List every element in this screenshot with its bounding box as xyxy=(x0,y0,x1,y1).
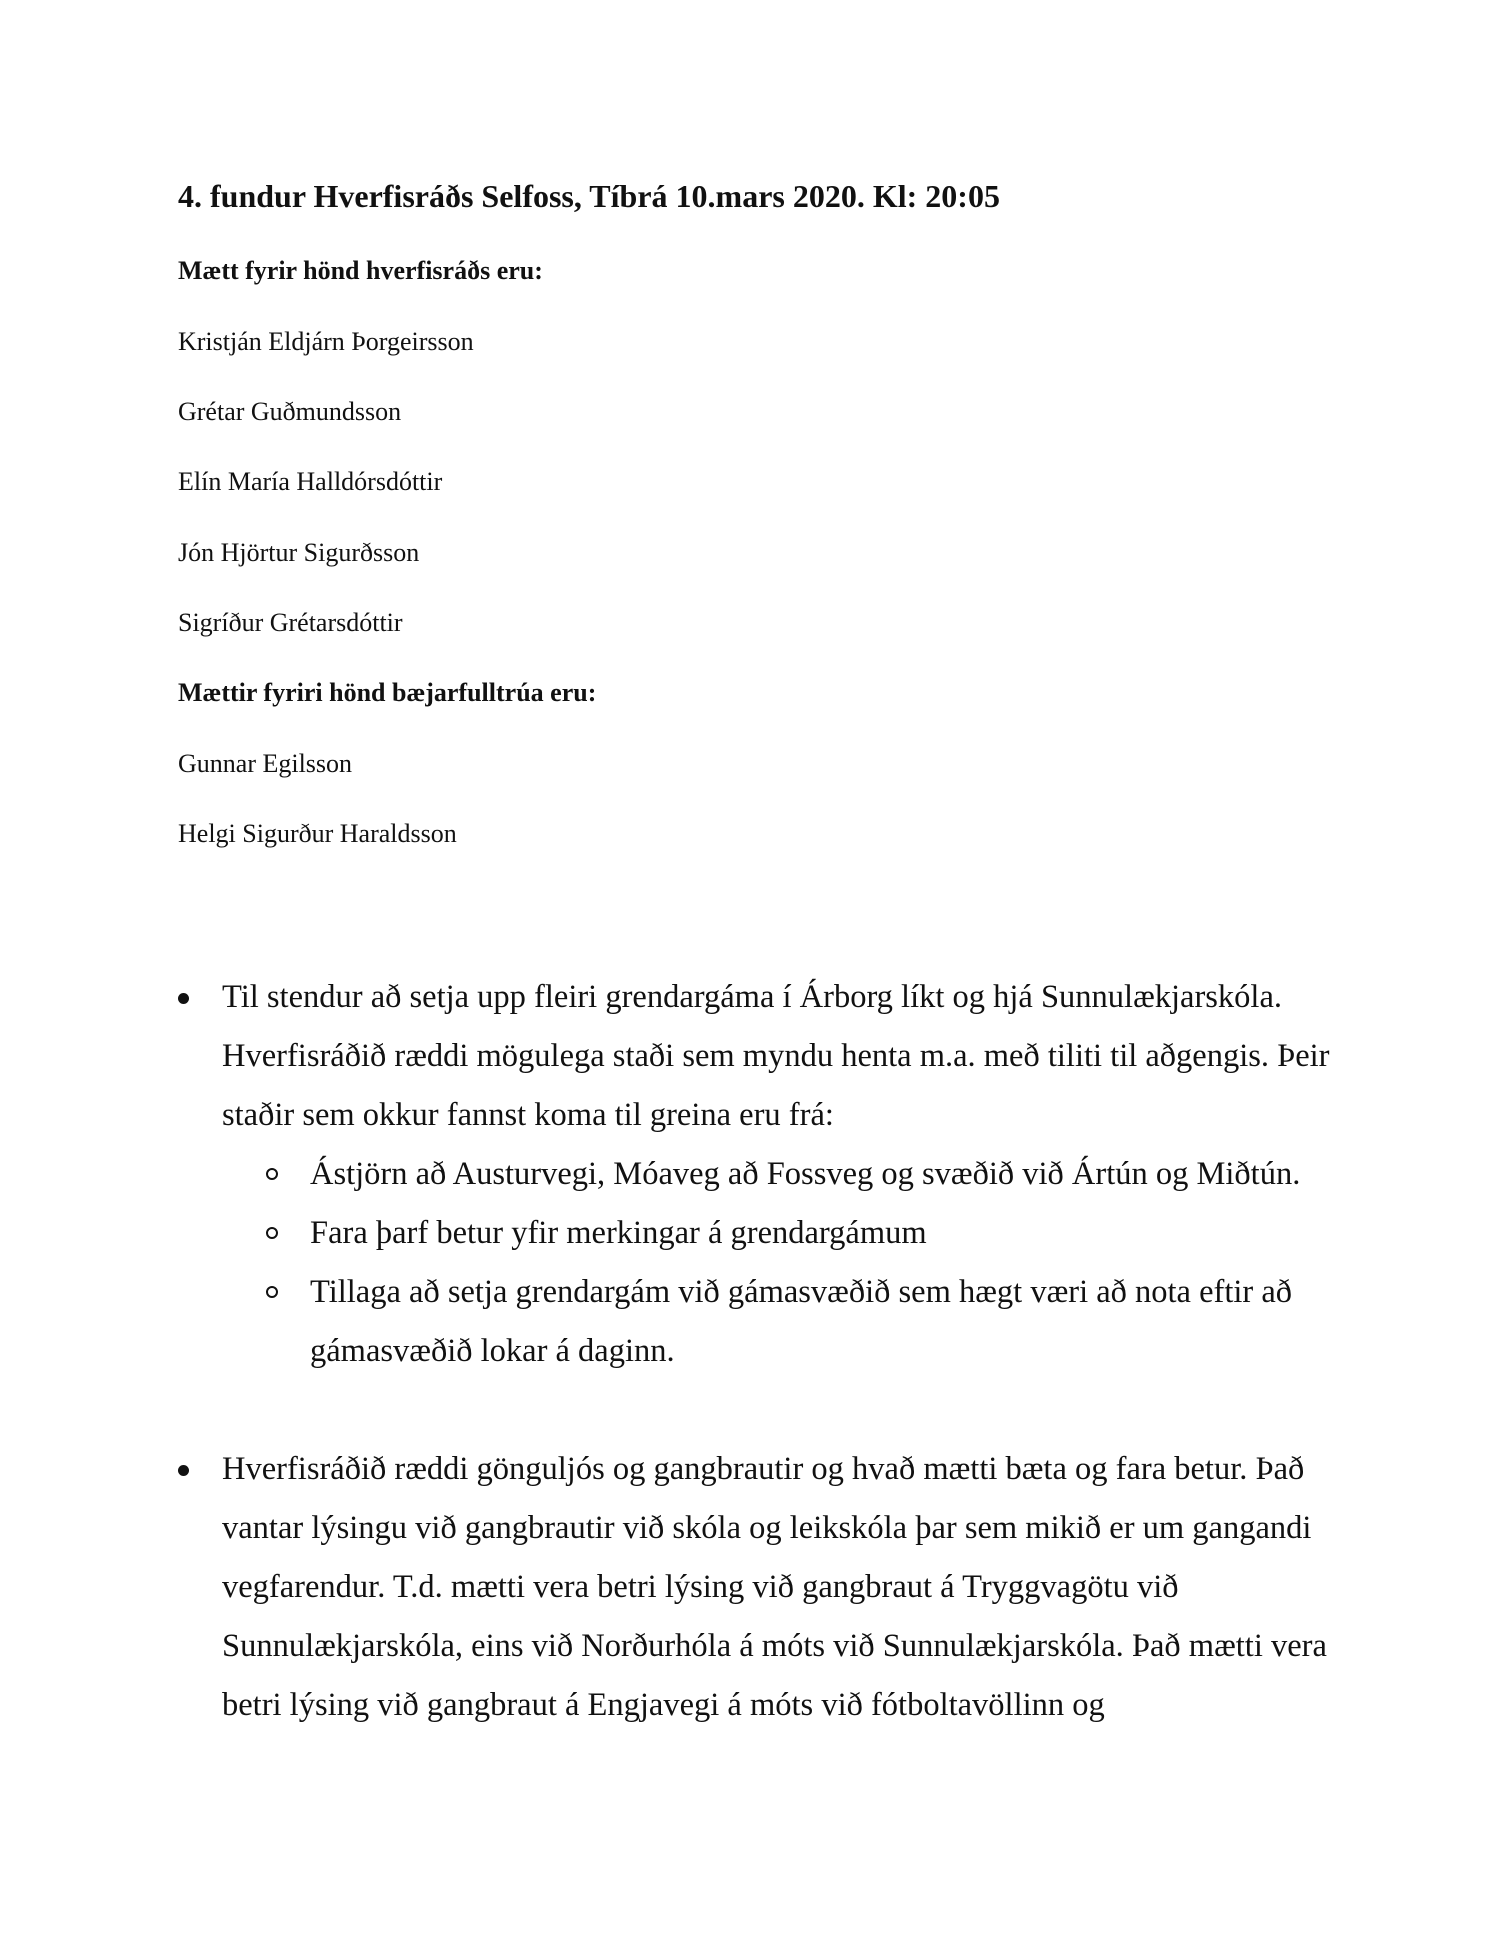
sub-bullet-text: Tillaga að setja grendargám við gámasvæðið sem hægt væri að nota eftir að gámasvæðið lokar á daginn. xyxy=(310,1274,1293,1369)
sub-bullet-text: Fara þarf betur yfir merkingar á grendargámum xyxy=(310,1215,927,1251)
bullet-icon xyxy=(178,1465,189,1476)
council-member: Kristján Eldjárn Þorgeirsson xyxy=(178,327,474,356)
representative: Gunnar Egilsson xyxy=(178,749,353,778)
council-member: Sigríður Grétarsdóttir xyxy=(178,608,403,637)
circle-bullet-icon xyxy=(266,1286,278,1298)
council-member: Elín María Halldórsdóttir xyxy=(178,467,443,496)
discussion-list-continued xyxy=(178,1440,1348,1735)
bullet-icon xyxy=(178,993,189,1004)
representatives-heading: Mættir fyriri hönd bæjarfulltrúa eru: xyxy=(178,678,597,707)
bullet-text: Til stendur að setja upp fleiri grendargáma í Árborg líkt og hjá Sunnulækjarskóla. Hverfisráðið ræddi mögulega staði sem myndu henta m.a. með tiliti til aðgengis. Þeir staðir sem okkur fannst koma til greina eru frá: xyxy=(222,979,1330,1133)
council-member: Jón Hjörtur Sigurðsson xyxy=(178,538,420,567)
list-item xyxy=(178,1263,1348,1381)
sub-bullet-text: Ástjörn að Austurvegi, Móaveg að Fossveg og svæðið við Ártún og Miðtún. xyxy=(310,1156,1301,1192)
sub-list xyxy=(178,1145,1348,1381)
council-member: Grétar Guðmundsson xyxy=(178,397,402,426)
list-item xyxy=(178,1440,1348,1735)
list-item xyxy=(178,1204,1348,1263)
bullet-text: Hverfisráðið ræddi gönguljós og gangbrautir og hvað mætti bæta og fara betur. Það vantar lýsingu við gangbrautir við skóla og leikskóla þar sem mikið er um gangandi vegfarendur. T.d. mætti vera betri lýsing við gangbraut á Tryggvagötu við Sunnulækjarskóla, eins við Norðurhóla á móts við Sunnulækjarskóla. Það mætti vera betri lýsing við gangbraut á Engjavegi á móts við fótboltavöllinn og xyxy=(222,1451,1327,1723)
representative: Helgi Sigurður Haraldsson xyxy=(178,819,457,848)
list-item xyxy=(178,968,1348,1145)
list-item xyxy=(178,1145,1348,1204)
discussion-list xyxy=(178,968,1348,1145)
circle-bullet-icon xyxy=(266,1168,278,1180)
circle-bullet-icon xyxy=(266,1227,278,1239)
council-heading: Mætt fyrir hönd hverfisráðs eru: xyxy=(178,256,543,285)
page-title: 4. fundur Hverfisráðs Selfoss, Tíbrá 10.mars 2020. Kl: 20:05 xyxy=(178,178,1000,214)
